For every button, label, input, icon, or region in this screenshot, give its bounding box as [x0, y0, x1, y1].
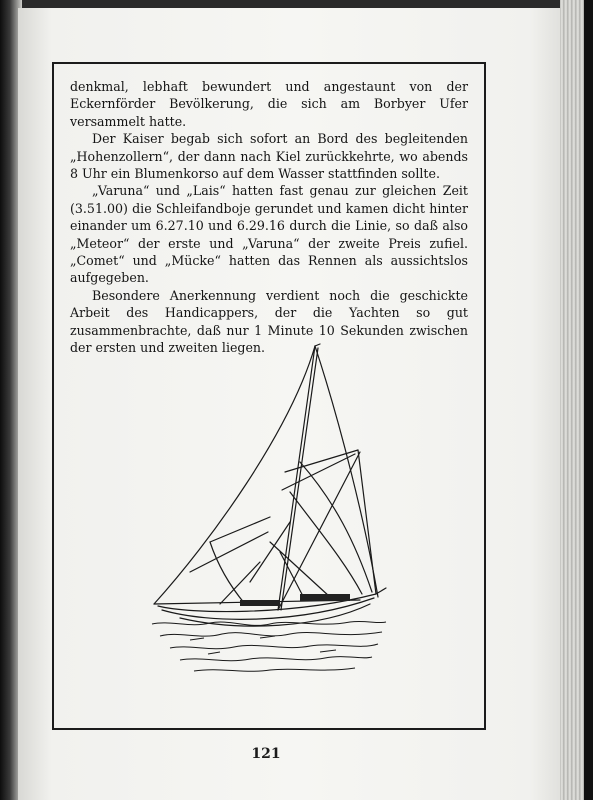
paragraph-4: Besondere Anerkennung verdient noch die geschickte Arbeit des Handicappers, der die Yachten so gut zusammenbrachte, daß nur 1 Minute 10 Sekunden zwischen der ersten und zweiten liegen.: [70, 287, 468, 356]
paragraph-1: denkmal, lebhaft bewundert und angestaunt von der Eckernförder Bevölkerung, die sich am Borbyer Ufer versammelt hatte.: [70, 79, 468, 129]
sailboat-illustration: [150, 342, 390, 682]
page-number: 121: [251, 746, 281, 762]
book-cover-edge: [584, 0, 593, 800]
paragraph-3: „Varuna“ und „Lais“ hatten fast genau zur gleichen Zeit (3.51.00) die Schleifandboje gerundet und kamen dicht hinter einander um 6.27.10 und 6.29.16 durch die Linie, so daß also „Meteor“ der erste und „Varuna“ der zweite Preis zufiel. „Comet“ und „Mücke“ hatten das Rennen als aussichtslos aufgegeben.: [70, 183, 468, 286]
body-text: [70, 78, 468, 357]
paragraph-2: Der Kaiser begab sich sofort an Bord des begleitenden „Hohenzollern“, der dann nach Kiel zurückkehrte, wo abends 8 Uhr ein Blumenkorso auf dem Wasser stattfinden sollte.: [70, 131, 468, 182]
